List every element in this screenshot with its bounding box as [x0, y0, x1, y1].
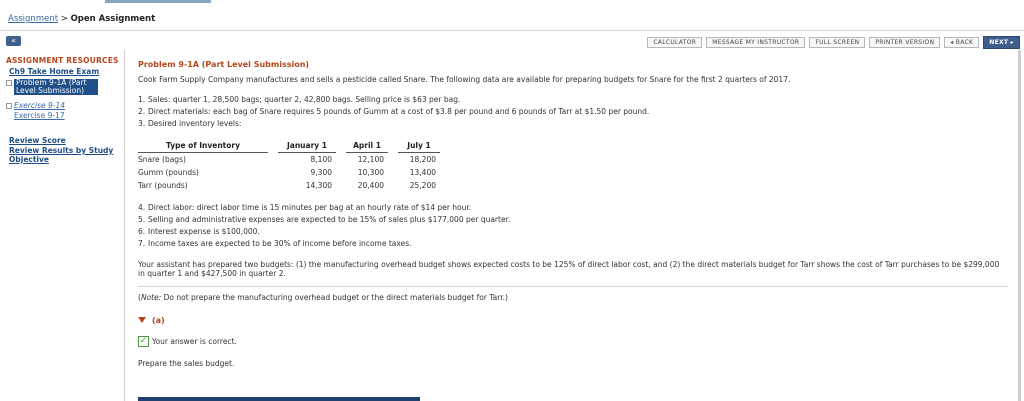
- list-item: 1. Sales: quarter 1, 28,500 bags; quarter 2, 42,800 bags. Selling price is $63 per bag.: [138, 95, 461, 104]
- table-row: Gumm (pounds) 9,300 10,300 13,400: [138, 167, 436, 177]
- full-screen-button[interactable]: FULL SCREEN: [809, 37, 865, 48]
- sidebar-item-label: Exercise 9-14: [14, 101, 66, 110]
- next-button[interactable]: NEXT ▸: [983, 36, 1020, 49]
- table-header: July 1: [398, 139, 440, 152]
- problem-content: [138, 60, 1008, 368]
- problem-intro: Cook Farm Supply Company manufactures and sells a pesticide called Snare. The following data are available for preparing budgets for Snare for the first 2 quarters of 2017.: [138, 75, 791, 84]
- assistant-paragraph: Your assistant has prepared two budgets: (1) the manufacturing overhead budget shows expected costs to be 125% of direct labor cost, and (2) the direct materials budget for Tarr shows the cost of Tarr purchases to be $299,000 in quarter 1 and $427,500 in quarter 2.: [138, 259, 1000, 278]
- header-divider: [0, 30, 1024, 31]
- back-button[interactable]: ◂ BACK: [944, 37, 979, 48]
- table-header: Type of Inventory: [138, 139, 268, 152]
- right-scrollbar[interactable]: [1018, 50, 1021, 401]
- problem-title: Problem 9-1A (Part Level Submission): [138, 60, 310, 69]
- list-item: 4. Direct labor: direct labor time is 15 minutes per bag at an hourly rate of $14 per hour.: [138, 202, 472, 212]
- table-row: Tarr (pounds) 14,300 20,400 25,200: [138, 180, 436, 190]
- table-header-row: [138, 139, 440, 152]
- prepare-instruction: Prepare the sales budget.: [138, 358, 235, 368]
- checkbox-icon: [6, 80, 12, 86]
- list-item: 5. Selling and administrative expenses are expected to be 15% of sales plus $177,000 per quarter.: [138, 214, 511, 224]
- table-header: April 1: [346, 139, 388, 152]
- inventory-table: [138, 139, 440, 192]
- review-results-link[interactable]: Review Results by Study Objective: [9, 146, 114, 164]
- top-accent-stripe: [105, 0, 211, 3]
- checkmark-icon: ✓: [139, 335, 148, 346]
- breadcrumb-assignment-link[interactable]: Assignment: [8, 14, 59, 24]
- triangle-down-icon: [138, 317, 146, 323]
- sidebar-item-label: Exercise 9-17: [14, 111, 65, 120]
- sidebar-exam-link[interactable]: Ch9 Take Home Exam: [9, 67, 100, 76]
- list-item: 7. Income taxes are expected to be 30% of income before income taxes.: [138, 238, 412, 248]
- toolbar: [643, 36, 1020, 49]
- sidebar-divider: [124, 50, 125, 401]
- data-list-1: [138, 94, 1008, 130]
- double-arrow-left-icon: «: [11, 36, 16, 45]
- list-item: 6. Interest expense is $100,000.: [138, 226, 260, 236]
- sidebar-item-exercise-9-14[interactable]: [6, 102, 65, 110]
- sidebar-item-exercise-9-17[interactable]: [6, 112, 65, 120]
- list-item: 2. Direct materials: each bag of Snare requires 5 pounds of Gumm at a cost of $3.8 per pound and 6 pounds of Tarr at $1.50 per pound.: [138, 107, 650, 116]
- part-a-label: (a): [152, 315, 165, 325]
- breadcrumb-separator: >: [60, 14, 68, 24]
- sidebar-item-problem-9-1a[interactable]: [6, 79, 98, 95]
- message-instructor-button[interactable]: MESSAGE MY INSTRUCTOR: [706, 37, 805, 48]
- list-item: 3. Desired inventory levels:: [138, 119, 242, 128]
- sidebar: [0, 50, 124, 401]
- table-row: Snare (bags) 8,100 12,100 18,200: [138, 154, 436, 164]
- printer-version-button[interactable]: PRINTER VERSION: [869, 37, 940, 48]
- sidebar-heading: ASSIGNMENT RESOURCES: [6, 56, 119, 65]
- content-divider: [138, 286, 1008, 287]
- data-list-2: [138, 202, 1008, 250]
- answer-correct-text: Your answer is correct.: [152, 336, 237, 346]
- breadcrumb-current: Open Assignment: [70, 14, 156, 24]
- sales-budget-header-bar: [138, 397, 420, 401]
- sidebar-item-label: Problem 9-1A (Part Level Submission): [14, 79, 98, 95]
- answer-status: [138, 336, 1008, 347]
- note-text: (Note: Do not prepare the manufacturing overhead budget or the direct materials budget for Tarr.): [138, 292, 508, 302]
- breadcrumb: [8, 14, 155, 24]
- part-a-toggle[interactable]: [138, 316, 1008, 325]
- review-score-link[interactable]: Review Score: [9, 136, 66, 145]
- table-header: January 1: [278, 139, 336, 152]
- collapse-sidebar-button[interactable]: [6, 36, 21, 46]
- calculator-button[interactable]: CALCULATOR: [647, 37, 702, 48]
- checkbox-icon: [6, 103, 12, 109]
